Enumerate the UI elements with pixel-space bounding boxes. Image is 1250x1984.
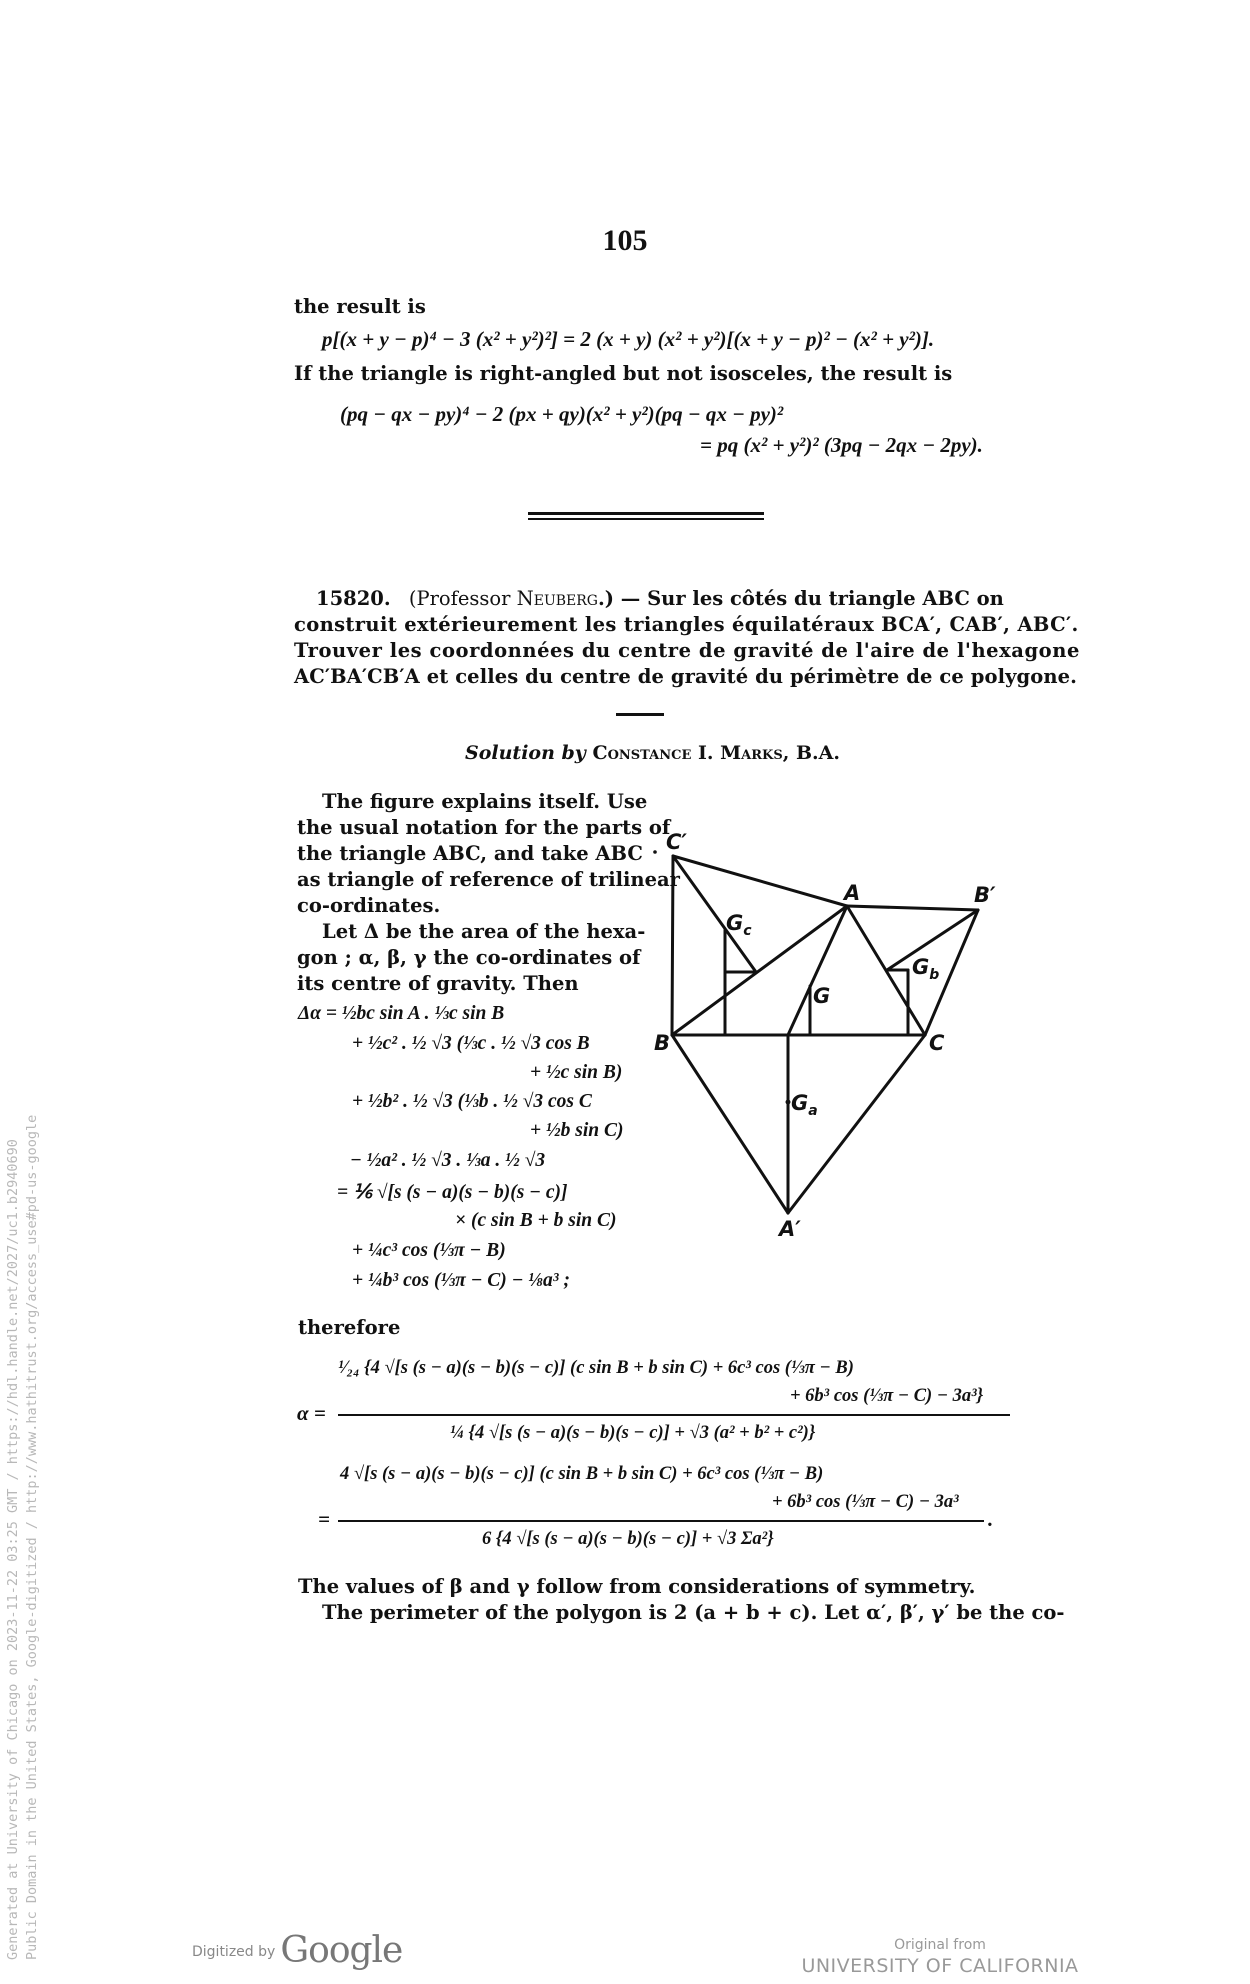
stray-dot bbox=[653, 850, 657, 854]
derivation-line: = ⅙ √[s (s − a)(s − b)(s − c)] bbox=[337, 1182, 568, 1203]
label-a: A bbox=[844, 881, 861, 905]
watermark-line: Generated at University of Chicago on 2023-11-22 03:25 GMT / https://hdl.handle.net/2027/uc1.b2940690 bbox=[5, 1139, 21, 1960]
closing-line: The values of β and γ follow from considerations of symmetry. bbox=[298, 1575, 976, 1598]
intro-line: the triangle ABC, and take ABC bbox=[297, 842, 643, 865]
solution-author: Constance I. Marks bbox=[592, 742, 783, 764]
alpha-numerator-line1: ¹⁄₂₄ {4 √[s (s − a)(s − b)(s − c)] (c sin B + b sin C) + 6c³ cos (⅓π − B) bbox=[338, 1358, 854, 1378]
institution-name: UNIVERSITY OF CALIFORNIA bbox=[801, 1955, 1079, 1977]
equation-right-angled-lhs: (pq − qx − py)⁴ − 2 (px + qy)(x² + y²)(pq − qx − py)² bbox=[340, 402, 784, 426]
label-g: G bbox=[813, 984, 831, 1008]
derivation-line: + ½c² . ½ √3 (⅓c . ½ √3 cos B bbox=[352, 1033, 590, 1054]
intro-line: The figure explains itself. Use bbox=[322, 790, 648, 813]
intro-line: as triangle of reference of trilinear bbox=[297, 868, 680, 891]
solution-by-label: Solution by bbox=[465, 742, 593, 764]
edge-b-a bbox=[672, 906, 847, 1035]
hathitrust-watermark bbox=[4, 1115, 42, 1960]
digitized-by-google bbox=[192, 1930, 402, 1971]
question-text-start: .) — Sur les côtés du triangle ABC on bbox=[598, 587, 1004, 610]
edge-c-prime-a bbox=[673, 856, 847, 906]
alpha-equals-second: = bbox=[318, 1507, 330, 1531]
derivation-line: + ¼b³ cos (⅓π − C) − ⅛a³ ; bbox=[352, 1270, 570, 1291]
equation-isosceles-result: p[(x + y − p)⁴ − 3 (x² + y²)²] = 2 (x + y) (x² + y²)[(x + y − p)² − (x² + y²)]. bbox=[322, 327, 935, 351]
intro-line: the usual notation for the parts of bbox=[297, 816, 671, 839]
derivation-line: + ½b sin C) bbox=[530, 1120, 624, 1141]
derivation-line: + ½c sin B) bbox=[530, 1062, 623, 1083]
alpha-simplified-denominator: 6 {4 √[s (s − a)(s − b)(s − c)] + √3 Σa²} bbox=[482, 1529, 774, 1549]
edge-a-prime-b bbox=[672, 1035, 788, 1213]
therefore-text: therefore bbox=[298, 1316, 401, 1339]
right-angled-intro-text: If the triangle is right-angled but not isosceles, the result is bbox=[294, 362, 953, 385]
original-from bbox=[800, 1936, 1080, 1978]
alpha-simplified-numerator-line1: 4 √[s (s − a)(s − b)(s − c)] (c sin B + b sin C) + 6c³ cos (⅓π − B) bbox=[340, 1464, 824, 1484]
derivation-line: + ½b² . ½ √3 (⅓b . ½ √3 cos C bbox=[352, 1091, 592, 1112]
label-b-prime: B′ bbox=[974, 883, 996, 907]
derivation-line: Δα = ½bc sin A . ⅓c sin B bbox=[298, 1003, 505, 1024]
intro-line: its centre of gravity. Then bbox=[297, 972, 579, 995]
intro-line: Let Δ be the area of the hexa- bbox=[322, 920, 646, 943]
alpha-denominator: ¼ {4 √[s (s − a)(s − b)(s − c)] + √3 (a² + b² + c²)} bbox=[450, 1423, 816, 1443]
label-a-prime: A′ bbox=[779, 1217, 801, 1241]
result-intro-text: the result is bbox=[294, 295, 426, 318]
label-b: B bbox=[654, 1031, 671, 1055]
question-line: construit extérieurement les triangles équilatéraux BCA′, CAB′, ABC′. bbox=[294, 613, 1079, 636]
equation-right-angled-rhs: = pq (x² + y²)² (3pq − 2qx − 2py). bbox=[700, 433, 983, 457]
median-a bbox=[788, 906, 847, 1035]
question-number: 15820. bbox=[316, 587, 391, 610]
watermark-line: Public Domain in the United States, Google-digitized / http://www.hathitrust.org/access_use#pd-us-google bbox=[24, 1114, 40, 1960]
median-c-prime bbox=[673, 856, 756, 972]
label-g-b: $G_b$ bbox=[912, 955, 940, 983]
digitized-by-label: Digitized by bbox=[192, 1944, 276, 1960]
original-from-label: Original from bbox=[894, 1937, 986, 1953]
derivation-line: + ¼c³ cos (⅓π − B) bbox=[352, 1240, 506, 1261]
label-g-a: $G_a$ bbox=[791, 1091, 818, 1119]
intro-line: gon ; α, β, γ the co-ordinates of bbox=[297, 946, 641, 969]
author-degree: , B.A. bbox=[782, 742, 840, 764]
proposer-open: (Professor bbox=[408, 587, 517, 610]
derivation-line: − ½a² . ½ √3 . ⅓a . ½ √3 bbox=[350, 1150, 546, 1171]
edge-a-b-prime bbox=[847, 906, 978, 910]
proposer-name: Neuberg bbox=[516, 587, 598, 610]
alpha-numerator-line2: + 6b³ cos (⅓π − C) − 3a³} bbox=[790, 1386, 984, 1406]
label-c: C bbox=[929, 1031, 945, 1055]
label-c-prime: C′ bbox=[666, 830, 687, 854]
edge-c-a-prime bbox=[788, 1035, 925, 1213]
question-line: AC′BA′CB′A et celles du centre de gravité du périmètre de ce polygone. bbox=[294, 665, 1078, 688]
alpha-lhs: α = bbox=[297, 1401, 326, 1425]
google-logo: Google bbox=[280, 1930, 403, 1971]
question-line: Trouver les coordonnées du centre de gravité de l'aire de l'hexagone bbox=[294, 639, 1080, 662]
alpha-trailing-period: . bbox=[988, 1507, 994, 1531]
intro-line: co-ordinates. bbox=[297, 894, 441, 917]
edge-b-c-prime bbox=[672, 856, 673, 1035]
alpha-simplified-numerator-line2: + 6b³ cos (⅓π − C) − 3a³ bbox=[772, 1492, 959, 1512]
label-g-c: $G_c$ bbox=[726, 911, 752, 939]
closing-line: The perimeter of the polygon is 2 (a + b + c). Let α′, β′, γ′ be the co- bbox=[322, 1601, 1065, 1624]
page-number: 105 bbox=[602, 224, 648, 257]
derivation-line: × (c sin B + b sin C) bbox=[455, 1210, 617, 1231]
point-g-a bbox=[786, 1100, 791, 1105]
